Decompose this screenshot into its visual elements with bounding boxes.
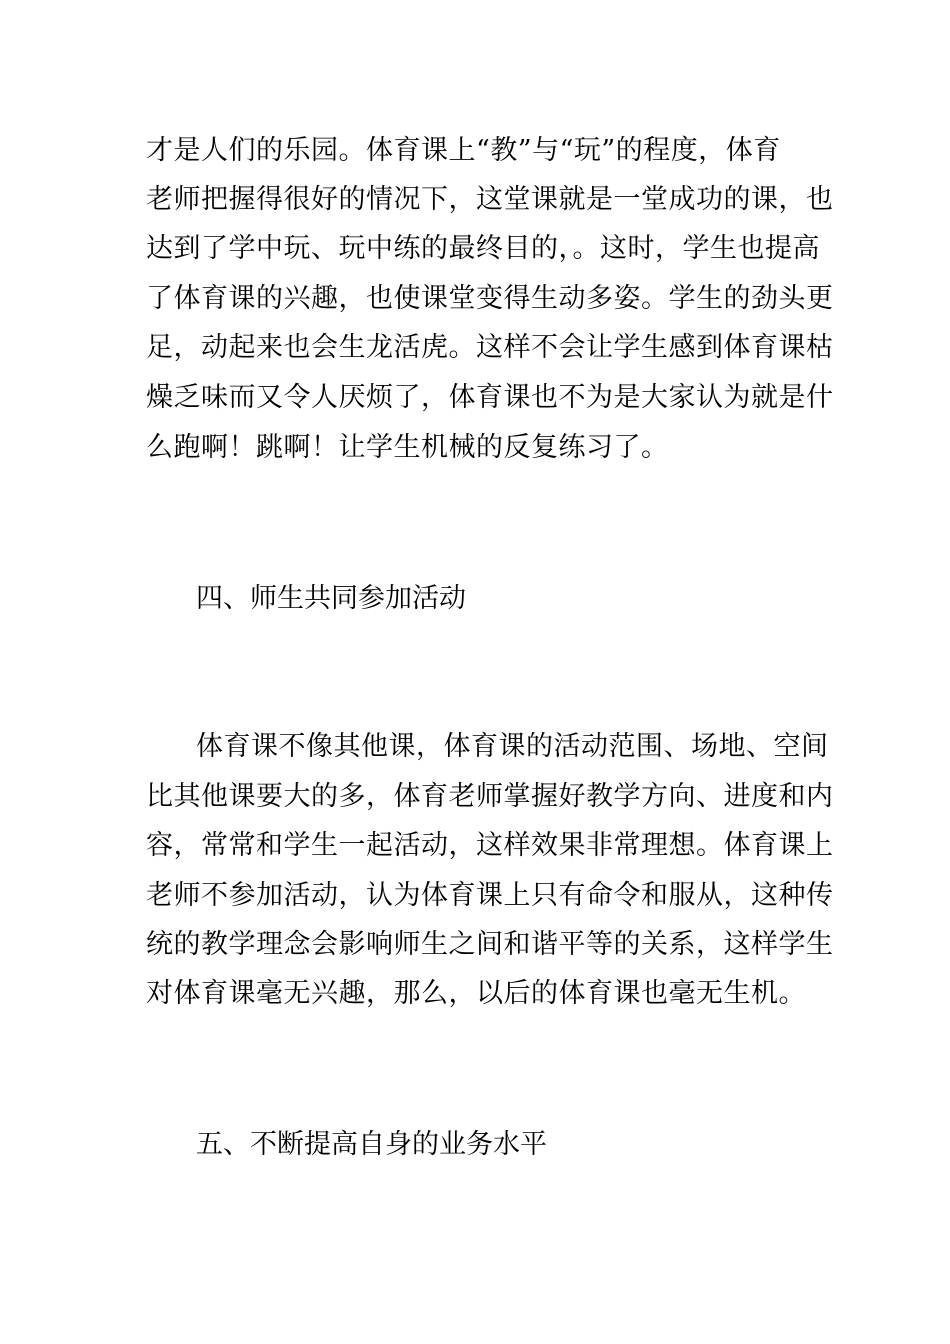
paragraph-line: 燥乏味而又令人厌烦了，体育课也不为是大家认为就是什: [146, 382, 834, 413]
paragraph-line: 足，动起来也会生龙活虎。这样不会让学生感到体育课枯: [146, 332, 834, 363]
section-heading-4: 四、师生共同参加活动: [196, 583, 466, 614]
paragraph-line: 统的教学理念会影响师生之间和谐平等的关系，这样学生: [146, 929, 834, 960]
paragraph-line: 达到了学中玩、玩中练的最终目的，。这时，学生也提高: [146, 233, 820, 264]
paragraph-line: 比其他课要大的多，体育老师掌握好教学方向、进度和内: [146, 781, 834, 812]
paragraph-line: 么跑啊！跳啊！让学生机械的反复练习了。: [146, 432, 669, 463]
section-heading-5: 五、不断提高自身的业务水平: [196, 1129, 547, 1160]
paragraph-line: 体育课不像其他课，体育课的活动范围、场地、空间: [196, 731, 829, 762]
paragraph-line: 了体育课的兴趣，也使课堂变得生动多姿。学生的劲头更: [146, 283, 834, 314]
paragraph-line: 老师把握得很好的情况下，这堂课就是一堂成功的课，也: [146, 184, 834, 215]
paragraph-line: 对体育课毫无兴趣，那么，以后的体育课也毫无生机。: [146, 978, 806, 1009]
paragraph-line: 老师不参加活动，认为体育课上只有命令和服从，这种传: [146, 880, 834, 911]
paragraph-line: 才是人们的乐园。体育课上“教”与“玩”的程度，体育: [146, 135, 781, 166]
paragraph-line: 容，常常和学生一起活动，这样效果非常理想。体育课上: [146, 830, 834, 861]
